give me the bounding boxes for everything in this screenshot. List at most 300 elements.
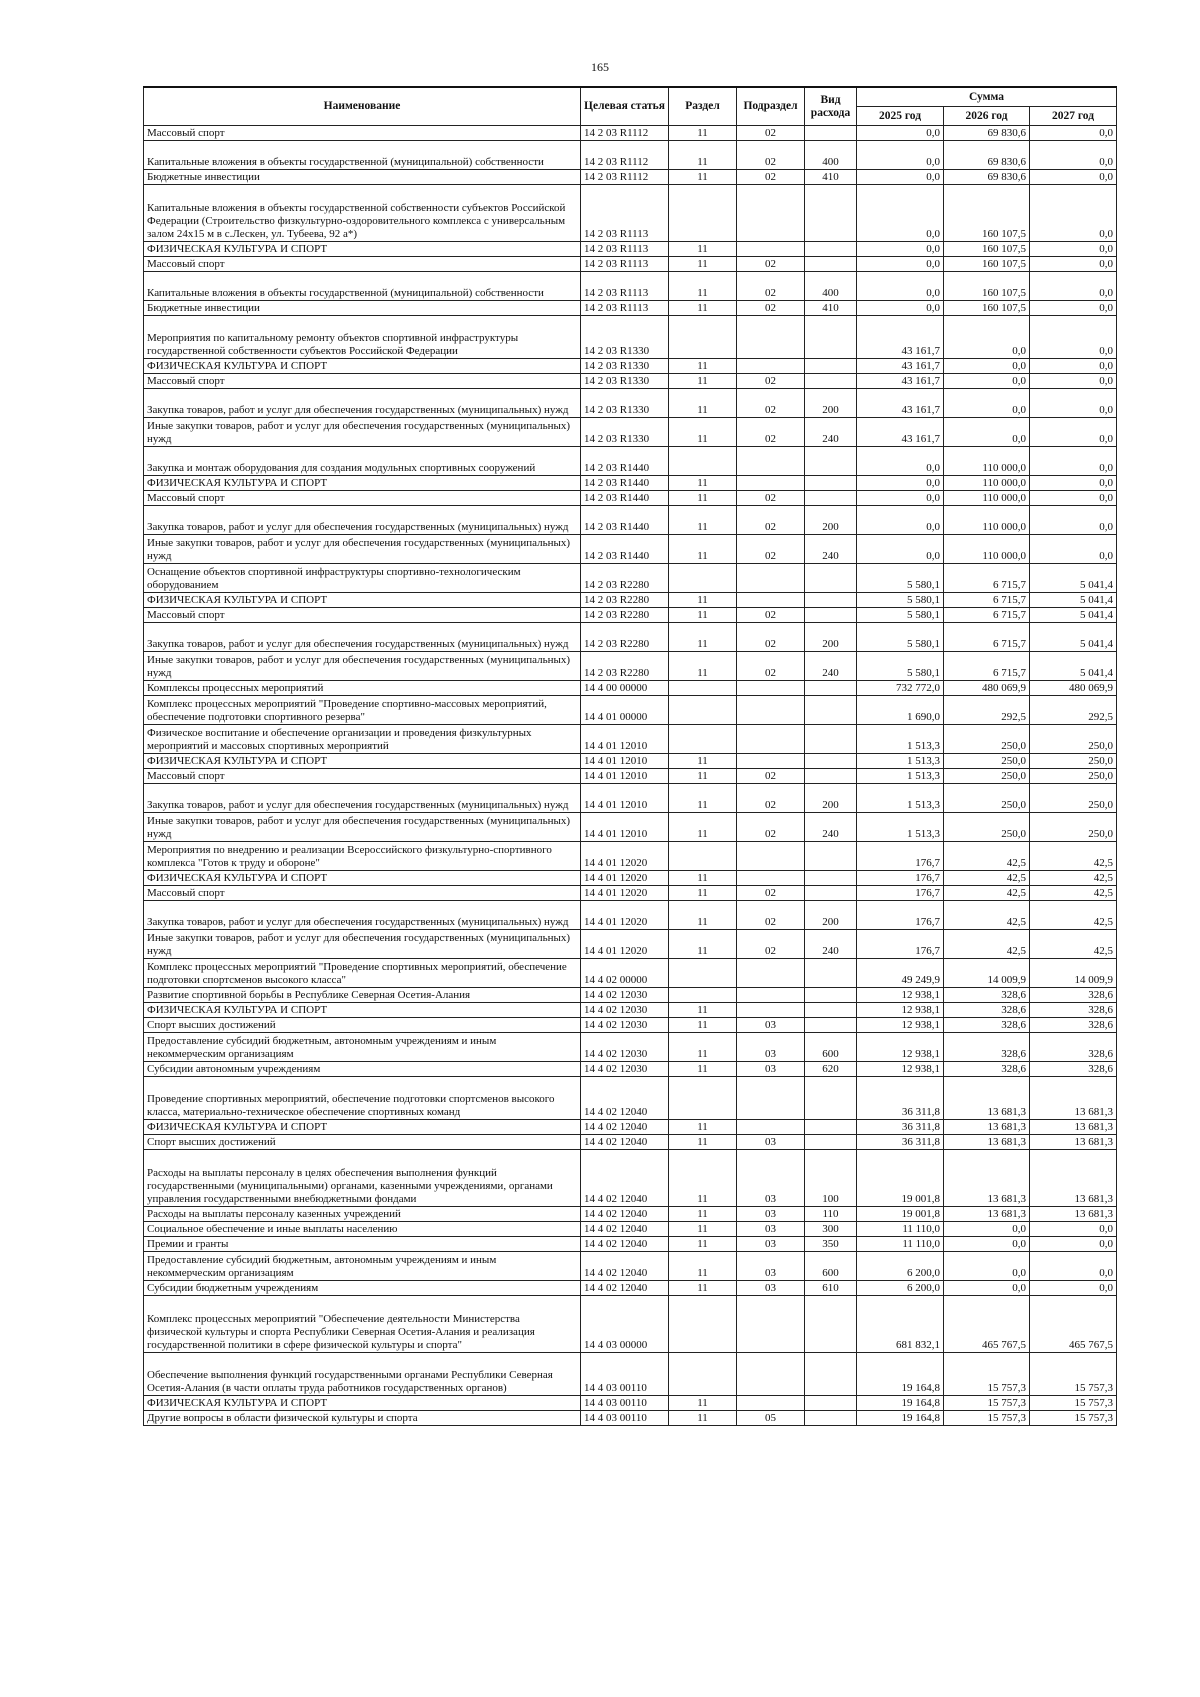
cell-subsection: 02 bbox=[737, 623, 805, 652]
cell-name: Бюджетные инвестиции bbox=[144, 301, 581, 316]
cell-sum-2025: 176,7 bbox=[857, 886, 944, 901]
cell-name: Иные закупки товаров, работ и услуг для обеспечения государственных (муниципальных) нужд bbox=[144, 930, 581, 959]
cell-target-article: 14 2 03 R1113 bbox=[581, 257, 669, 272]
cell-section bbox=[669, 316, 737, 359]
cell-subsection bbox=[737, 593, 805, 608]
cell-sum-2026: 6 715,7 bbox=[944, 608, 1030, 623]
cell-subsection: 02 bbox=[737, 374, 805, 389]
table-row bbox=[144, 608, 1117, 623]
cell-target-article: 14 2 03 R1330 bbox=[581, 359, 669, 374]
cell-sum-2027: 0,0 bbox=[1030, 418, 1117, 447]
cell-sum-2027: 328,6 bbox=[1030, 1003, 1117, 1018]
cell-subsection: 02 bbox=[737, 506, 805, 535]
cell-name: Субсидии автономным учреждениям bbox=[144, 1062, 581, 1077]
cell-subsection bbox=[737, 1120, 805, 1135]
cell-name: Иные закупки товаров, работ и услуг для обеспечения государственных (муниципальных) нужд bbox=[144, 813, 581, 842]
table-row bbox=[144, 491, 1117, 506]
cell-sum-2025: 43 161,7 bbox=[857, 374, 944, 389]
cell-sum-2027: 0,0 bbox=[1030, 389, 1117, 418]
cell-subsection: 03 bbox=[737, 1033, 805, 1062]
table-row bbox=[144, 769, 1117, 784]
cell-sum-2027: 250,0 bbox=[1030, 754, 1117, 769]
cell-expense-type bbox=[805, 1353, 857, 1396]
cell-name: Закупка товаров, работ и услуг для обеспечения государственных (муниципальных) нужд bbox=[144, 623, 581, 652]
cell-target-article: 14 4 01 12010 bbox=[581, 813, 669, 842]
cell-subsection bbox=[737, 754, 805, 769]
cell-section: 11 bbox=[669, 1062, 737, 1077]
cell-sum-2025: 0,0 bbox=[857, 476, 944, 491]
cell-sum-2027: 0,0 bbox=[1030, 535, 1117, 564]
cell-section: 11 bbox=[669, 1135, 737, 1150]
cell-sum-2026: 110 000,0 bbox=[944, 535, 1030, 564]
cell-section: 11 bbox=[669, 886, 737, 901]
cell-target-article: 14 4 00 00000 bbox=[581, 681, 669, 696]
cell-expense-type bbox=[805, 769, 857, 784]
cell-sum-2027: 42,5 bbox=[1030, 871, 1117, 886]
cell-target-article: 14 4 01 12020 bbox=[581, 901, 669, 930]
cell-sum-2026: 328,6 bbox=[944, 1018, 1030, 1033]
cell-section: 11 bbox=[669, 1018, 737, 1033]
cell-expense-type bbox=[805, 871, 857, 886]
cell-sum-2027: 0,0 bbox=[1030, 242, 1117, 257]
cell-name: Проведение спортивных мероприятий, обеспечение подготовки спортсменов высокого класса, материально-техническое обеспечение спортивных команд bbox=[144, 1077, 581, 1120]
cell-section: 11 bbox=[669, 901, 737, 930]
cell-section bbox=[669, 1353, 737, 1396]
cell-subsection bbox=[737, 988, 805, 1003]
cell-sum-2026: 69 830,6 bbox=[944, 170, 1030, 185]
cell-subsection: 02 bbox=[737, 886, 805, 901]
cell-sum-2027: 0,0 bbox=[1030, 476, 1117, 491]
table-row bbox=[144, 623, 1117, 652]
table-row bbox=[144, 1353, 1117, 1396]
cell-name: Массовый спорт bbox=[144, 886, 581, 901]
cell-sum-2025: 0,0 bbox=[857, 242, 944, 257]
cell-subsection: 02 bbox=[737, 784, 805, 813]
cell-subsection: 02 bbox=[737, 608, 805, 623]
cell-name: Предоставление субсидий бюджетным, автономным учреждениям и иным некоммерческим организациям bbox=[144, 1252, 581, 1281]
cell-sum-2026: 13 681,3 bbox=[944, 1120, 1030, 1135]
cell-section: 11 bbox=[669, 1281, 737, 1296]
cell-sum-2026: 13 681,3 bbox=[944, 1150, 1030, 1207]
cell-sum-2026: 0,0 bbox=[944, 1281, 1030, 1296]
cell-sum-2025: 1 513,3 bbox=[857, 769, 944, 784]
cell-target-article: 14 4 02 12040 bbox=[581, 1120, 669, 1135]
cell-expense-type bbox=[805, 257, 857, 272]
cell-name: Комплекс процессных мероприятий "Проведение спортивных мероприятий, обеспечение подготовки спортсменов высокого класса" bbox=[144, 959, 581, 988]
cell-section: 11 bbox=[669, 930, 737, 959]
cell-section bbox=[669, 447, 737, 476]
cell-target-article: 14 4 01 12020 bbox=[581, 871, 669, 886]
cell-sum-2025: 36 311,8 bbox=[857, 1077, 944, 1120]
cell-expense-type bbox=[805, 1135, 857, 1150]
cell-name: Комплекс процессных мероприятий "Проведение спортивно-массовых мероприятий, обеспечение подготовки спортивного резерва" bbox=[144, 696, 581, 725]
cell-expense-type: 100 bbox=[805, 1150, 857, 1207]
cell-expense-type: 300 bbox=[805, 1222, 857, 1237]
cell-target-article: 14 2 03 R1330 bbox=[581, 418, 669, 447]
cell-sum-2027: 250,0 bbox=[1030, 725, 1117, 754]
cell-section: 11 bbox=[669, 1120, 737, 1135]
cell-expense-type bbox=[805, 1411, 857, 1426]
cell-expense-type: 240 bbox=[805, 535, 857, 564]
table-row bbox=[144, 681, 1117, 696]
cell-subsection bbox=[737, 681, 805, 696]
table-row bbox=[144, 185, 1117, 242]
cell-target-article: 14 2 03 R1440 bbox=[581, 506, 669, 535]
cell-section: 11 bbox=[669, 769, 737, 784]
cell-expense-type bbox=[805, 754, 857, 769]
cell-name: Развитие спортивной борьбы в Республике Северная Осетия-Алания bbox=[144, 988, 581, 1003]
cell-name: Бюджетные инвестиции bbox=[144, 170, 581, 185]
cell-sum-2025: 0,0 bbox=[857, 126, 944, 141]
table-row bbox=[144, 374, 1117, 389]
cell-name: Субсидии бюджетным учреждениям bbox=[144, 1281, 581, 1296]
cell-target-article: 14 2 03 R1112 bbox=[581, 126, 669, 141]
cell-target-article: 14 4 02 12030 bbox=[581, 988, 669, 1003]
cell-subsection bbox=[737, 1003, 805, 1018]
cell-sum-2025: 0,0 bbox=[857, 141, 944, 170]
cell-sum-2026: 250,0 bbox=[944, 813, 1030, 842]
cell-target-article: 14 2 03 R1330 bbox=[581, 316, 669, 359]
cell-expense-type bbox=[805, 374, 857, 389]
cell-sum-2025: 43 161,7 bbox=[857, 418, 944, 447]
cell-subsection: 02 bbox=[737, 418, 805, 447]
cell-sum-2027: 328,6 bbox=[1030, 1018, 1117, 1033]
cell-sum-2027: 5 041,4 bbox=[1030, 652, 1117, 681]
cell-subsection: 02 bbox=[737, 652, 805, 681]
table-row bbox=[144, 652, 1117, 681]
cell-expense-type bbox=[805, 681, 857, 696]
cell-name: Оснащение объектов спортивной инфраструктуры спортивно-технологическим оборудованием bbox=[144, 564, 581, 593]
cell-name: Спорт высших достижений bbox=[144, 1135, 581, 1150]
cell-target-article: 14 4 01 12020 bbox=[581, 886, 669, 901]
cell-name: Закупка и монтаж оборудования для создания модульных спортивных сооружений bbox=[144, 447, 581, 476]
cell-name: Массовый спорт bbox=[144, 126, 581, 141]
cell-sum-2025: 5 580,1 bbox=[857, 564, 944, 593]
cell-name: ФИЗИЧЕСКАЯ КУЛЬТУРА И СПОРТ bbox=[144, 1003, 581, 1018]
cell-sum-2026: 160 107,5 bbox=[944, 242, 1030, 257]
cell-name: Массовый спорт bbox=[144, 608, 581, 623]
cell-subsection: 02 bbox=[737, 126, 805, 141]
cell-expense-type bbox=[805, 593, 857, 608]
cell-sum-2026: 13 681,3 bbox=[944, 1207, 1030, 1222]
cell-name: Спорт высших достижений bbox=[144, 1018, 581, 1033]
cell-expense-type bbox=[805, 185, 857, 242]
cell-name: Капитальные вложения в объекты государственной (муниципальной) собственности bbox=[144, 141, 581, 170]
cell-target-article: 14 2 03 R2280 bbox=[581, 564, 669, 593]
cell-sum-2027: 0,0 bbox=[1030, 301, 1117, 316]
cell-target-article: 14 4 02 12040 bbox=[581, 1281, 669, 1296]
cell-sum-2026: 42,5 bbox=[944, 901, 1030, 930]
table-row bbox=[144, 1296, 1117, 1353]
cell-target-article: 14 4 01 12010 bbox=[581, 754, 669, 769]
cell-expense-type bbox=[805, 988, 857, 1003]
table-row bbox=[144, 141, 1117, 170]
cell-name: Комплекс процессных мероприятий "Обеспечение деятельности Министерства физической культуры и спорта Республики Северная Осетия-Алания и реализация государственной политики в сфере физической культуры и спорта" bbox=[144, 1296, 581, 1353]
cell-section: 11 bbox=[669, 1411, 737, 1426]
cell-sum-2027: 0,0 bbox=[1030, 1237, 1117, 1252]
header-year-2025: 2025 год bbox=[857, 107, 944, 126]
cell-sum-2025: 36 311,8 bbox=[857, 1135, 944, 1150]
cell-sum-2026: 0,0 bbox=[944, 374, 1030, 389]
cell-expense-type: 410 bbox=[805, 301, 857, 316]
cell-sum-2027: 0,0 bbox=[1030, 257, 1117, 272]
cell-target-article: 14 4 02 12040 bbox=[581, 1237, 669, 1252]
cell-section: 11 bbox=[669, 1237, 737, 1252]
table-row bbox=[144, 170, 1117, 185]
cell-expense-type: 400 bbox=[805, 272, 857, 301]
table-row bbox=[144, 564, 1117, 593]
cell-sum-2025: 0,0 bbox=[857, 447, 944, 476]
table-row bbox=[144, 1396, 1117, 1411]
cell-subsection: 03 bbox=[737, 1150, 805, 1207]
cell-sum-2026: 110 000,0 bbox=[944, 447, 1030, 476]
cell-name: Массовый спорт bbox=[144, 491, 581, 506]
cell-sum-2025: 1 513,3 bbox=[857, 754, 944, 769]
cell-sum-2026: 42,5 bbox=[944, 930, 1030, 959]
table-row bbox=[144, 1411, 1117, 1426]
cell-sum-2025: 1 513,3 bbox=[857, 813, 944, 842]
cell-sum-2026: 160 107,5 bbox=[944, 301, 1030, 316]
cell-sum-2026: 0,0 bbox=[944, 418, 1030, 447]
cell-section bbox=[669, 681, 737, 696]
cell-sum-2025: 12 938,1 bbox=[857, 1003, 944, 1018]
cell-expense-type bbox=[805, 725, 857, 754]
table-row bbox=[144, 813, 1117, 842]
cell-expense-type bbox=[805, 126, 857, 141]
cell-subsection bbox=[737, 1353, 805, 1396]
header-sum: Сумма bbox=[857, 87, 1117, 107]
cell-section: 11 bbox=[669, 1033, 737, 1062]
cell-sum-2027: 0,0 bbox=[1030, 1252, 1117, 1281]
cell-section: 11 bbox=[669, 593, 737, 608]
cell-sum-2025: 5 580,1 bbox=[857, 623, 944, 652]
cell-sum-2025: 1 690,0 bbox=[857, 696, 944, 725]
cell-target-article: 14 2 03 R2280 bbox=[581, 623, 669, 652]
table-row bbox=[144, 418, 1117, 447]
cell-subsection: 03 bbox=[737, 1237, 805, 1252]
cell-sum-2027: 250,0 bbox=[1030, 769, 1117, 784]
cell-sum-2027: 250,0 bbox=[1030, 784, 1117, 813]
cell-sum-2026: 15 757,3 bbox=[944, 1353, 1030, 1396]
cell-sum-2025: 176,7 bbox=[857, 930, 944, 959]
cell-section bbox=[669, 1077, 737, 1120]
header-year-2027: 2027 год bbox=[1030, 107, 1117, 126]
cell-subsection: 03 bbox=[737, 1207, 805, 1222]
cell-name: Капитальные вложения в объекты государственной (муниципальной) собственности bbox=[144, 272, 581, 301]
cell-subsection: 02 bbox=[737, 491, 805, 506]
cell-sum-2027: 328,6 bbox=[1030, 1033, 1117, 1062]
cell-section: 11 bbox=[669, 418, 737, 447]
cell-sum-2026: 15 757,3 bbox=[944, 1411, 1030, 1426]
cell-sum-2027: 42,5 bbox=[1030, 886, 1117, 901]
cell-section: 11 bbox=[669, 257, 737, 272]
cell-section: 11 bbox=[669, 476, 737, 491]
cell-expense-type bbox=[805, 1018, 857, 1033]
cell-sum-2025: 5 580,1 bbox=[857, 652, 944, 681]
cell-sum-2025: 49 249,9 bbox=[857, 959, 944, 988]
cell-sum-2026: 250,0 bbox=[944, 769, 1030, 784]
cell-section: 11 bbox=[669, 784, 737, 813]
cell-sum-2027: 0,0 bbox=[1030, 506, 1117, 535]
cell-sum-2026: 0,0 bbox=[944, 1237, 1030, 1252]
cell-sum-2027: 14 009,9 bbox=[1030, 959, 1117, 988]
cell-expense-type: 200 bbox=[805, 623, 857, 652]
cell-sum-2026: 6 715,7 bbox=[944, 623, 1030, 652]
cell-sum-2025: 6 200,0 bbox=[857, 1281, 944, 1296]
cell-sum-2027: 328,6 bbox=[1030, 1062, 1117, 1077]
table-row bbox=[144, 1003, 1117, 1018]
table-row bbox=[144, 842, 1117, 871]
cell-expense-type: 240 bbox=[805, 930, 857, 959]
cell-sum-2026: 42,5 bbox=[944, 886, 1030, 901]
cell-sum-2025: 12 938,1 bbox=[857, 1018, 944, 1033]
cell-name: ФИЗИЧЕСКАЯ КУЛЬТУРА И СПОРТ bbox=[144, 871, 581, 886]
cell-section: 11 bbox=[669, 652, 737, 681]
cell-target-article: 14 2 03 R1330 bbox=[581, 389, 669, 418]
cell-section: 11 bbox=[669, 170, 737, 185]
cell-sum-2026: 250,0 bbox=[944, 725, 1030, 754]
cell-expense-type bbox=[805, 564, 857, 593]
cell-section: 11 bbox=[669, 506, 737, 535]
cell-expense-type: 410 bbox=[805, 170, 857, 185]
cell-sum-2025: 5 580,1 bbox=[857, 593, 944, 608]
cell-target-article: 14 2 03 R1112 bbox=[581, 141, 669, 170]
cell-sum-2025: 681 832,1 bbox=[857, 1296, 944, 1353]
cell-target-article: 14 4 02 12030 bbox=[581, 1062, 669, 1077]
cell-expense-type: 240 bbox=[805, 652, 857, 681]
table-row bbox=[144, 272, 1117, 301]
cell-expense-type bbox=[805, 1296, 857, 1353]
cell-target-article: 14 4 01 12010 bbox=[581, 784, 669, 813]
cell-name: Иные закупки товаров, работ и услуг для обеспечения государственных (муниципальных) нужд bbox=[144, 535, 581, 564]
cell-name: Закупка товаров, работ и услуг для обеспечения государственных (муниципальных) нужд bbox=[144, 901, 581, 930]
cell-sum-2025: 12 938,1 bbox=[857, 1062, 944, 1077]
table-row bbox=[144, 1150, 1117, 1207]
cell-sum-2027: 5 041,4 bbox=[1030, 564, 1117, 593]
cell-sum-2025: 19 164,8 bbox=[857, 1353, 944, 1396]
cell-expense-type: 350 bbox=[805, 1237, 857, 1252]
cell-subsection bbox=[737, 1077, 805, 1120]
table-row bbox=[144, 754, 1117, 769]
cell-name: Массовый спорт bbox=[144, 769, 581, 784]
cell-section: 11 bbox=[669, 1252, 737, 1281]
cell-subsection bbox=[737, 476, 805, 491]
table-row bbox=[144, 389, 1117, 418]
cell-expense-type bbox=[805, 359, 857, 374]
cell-sum-2025: 19 001,8 bbox=[857, 1150, 944, 1207]
cell-subsection bbox=[737, 696, 805, 725]
header-subsection: Подраздел bbox=[737, 87, 805, 126]
table-row bbox=[144, 886, 1117, 901]
cell-expense-type: 610 bbox=[805, 1281, 857, 1296]
cell-sum-2026: 42,5 bbox=[944, 842, 1030, 871]
cell-sum-2025: 0,0 bbox=[857, 272, 944, 301]
cell-section: 11 bbox=[669, 272, 737, 301]
cell-target-article: 14 4 01 12020 bbox=[581, 842, 669, 871]
cell-target-article: 14 4 01 12020 bbox=[581, 930, 669, 959]
cell-section: 11 bbox=[669, 623, 737, 652]
cell-sum-2025: 12 938,1 bbox=[857, 1033, 944, 1062]
cell-expense-type: 240 bbox=[805, 418, 857, 447]
cell-target-article: 14 4 03 00000 bbox=[581, 1296, 669, 1353]
cell-name: Предоставление субсидий бюджетным, автономным учреждениям и иным некоммерческим организациям bbox=[144, 1033, 581, 1062]
cell-sum-2025: 0,0 bbox=[857, 506, 944, 535]
table-row bbox=[144, 593, 1117, 608]
cell-sum-2025: 1 513,3 bbox=[857, 784, 944, 813]
cell-section bbox=[669, 725, 737, 754]
cell-sum-2026: 42,5 bbox=[944, 871, 1030, 886]
cell-sum-2027: 13 681,3 bbox=[1030, 1120, 1117, 1135]
cell-sum-2025: 12 938,1 bbox=[857, 988, 944, 1003]
cell-sum-2027: 0,0 bbox=[1030, 374, 1117, 389]
table-row bbox=[144, 1281, 1117, 1296]
cell-sum-2026: 6 715,7 bbox=[944, 564, 1030, 593]
cell-section bbox=[669, 988, 737, 1003]
cell-expense-type bbox=[805, 316, 857, 359]
cell-expense-type bbox=[805, 696, 857, 725]
cell-sum-2027: 0,0 bbox=[1030, 272, 1117, 301]
cell-expense-type bbox=[805, 242, 857, 257]
cell-subsection: 03 bbox=[737, 1281, 805, 1296]
cell-section: 11 bbox=[669, 491, 737, 506]
cell-expense-type: 110 bbox=[805, 1207, 857, 1222]
cell-sum-2027: 0,0 bbox=[1030, 185, 1117, 242]
cell-target-article: 14 2 03 R1440 bbox=[581, 447, 669, 476]
cell-name: Закупка товаров, работ и услуг для обеспечения государственных (муниципальных) нужд bbox=[144, 389, 581, 418]
cell-name: ФИЗИЧЕСКАЯ КУЛЬТУРА И СПОРТ bbox=[144, 593, 581, 608]
cell-subsection: 02 bbox=[737, 901, 805, 930]
cell-name: ФИЗИЧЕСКАЯ КУЛЬТУРА И СПОРТ bbox=[144, 1120, 581, 1135]
cell-sum-2027: 15 757,3 bbox=[1030, 1396, 1117, 1411]
table-row bbox=[144, 316, 1117, 359]
cell-sum-2027: 15 757,3 bbox=[1030, 1411, 1117, 1426]
cell-name: Мероприятия по внедрению и реализации Всероссийского физкультурно-спортивного комплекса "Готов к труду и обороне" bbox=[144, 842, 581, 871]
cell-section bbox=[669, 842, 737, 871]
cell-target-article: 14 2 03 R2280 bbox=[581, 593, 669, 608]
table-row bbox=[144, 257, 1117, 272]
cell-target-article: 14 4 03 00110 bbox=[581, 1353, 669, 1396]
header-section: Раздел bbox=[669, 87, 737, 126]
cell-target-article: 14 2 03 R1440 bbox=[581, 535, 669, 564]
cell-name: Социальное обеспечение и иные выплаты населению bbox=[144, 1222, 581, 1237]
cell-sum-2026: 328,6 bbox=[944, 1003, 1030, 1018]
header-year-2026: 2026 год bbox=[944, 107, 1030, 126]
cell-section bbox=[669, 564, 737, 593]
cell-sum-2027: 465 767,5 bbox=[1030, 1296, 1117, 1353]
cell-section: 11 bbox=[669, 871, 737, 886]
cell-expense-type: 620 bbox=[805, 1062, 857, 1077]
cell-expense-type bbox=[805, 491, 857, 506]
cell-subsection bbox=[737, 959, 805, 988]
cell-sum-2025: 732 772,0 bbox=[857, 681, 944, 696]
cell-subsection bbox=[737, 242, 805, 257]
cell-sum-2026: 0,0 bbox=[944, 359, 1030, 374]
cell-sum-2026: 0,0 bbox=[944, 389, 1030, 418]
cell-sum-2026: 13 681,3 bbox=[944, 1077, 1030, 1120]
cell-sum-2027: 0,0 bbox=[1030, 491, 1117, 506]
cell-subsection bbox=[737, 842, 805, 871]
cell-section bbox=[669, 185, 737, 242]
cell-subsection: 02 bbox=[737, 930, 805, 959]
cell-sum-2025: 0,0 bbox=[857, 185, 944, 242]
cell-section: 11 bbox=[669, 1222, 737, 1237]
cell-sum-2027: 15 757,3 bbox=[1030, 1353, 1117, 1396]
cell-section: 11 bbox=[669, 1003, 737, 1018]
cell-sum-2027: 5 041,4 bbox=[1030, 608, 1117, 623]
table-body bbox=[144, 126, 1117, 1426]
table-row bbox=[144, 447, 1117, 476]
cell-target-article: 14 2 03 R1330 bbox=[581, 374, 669, 389]
